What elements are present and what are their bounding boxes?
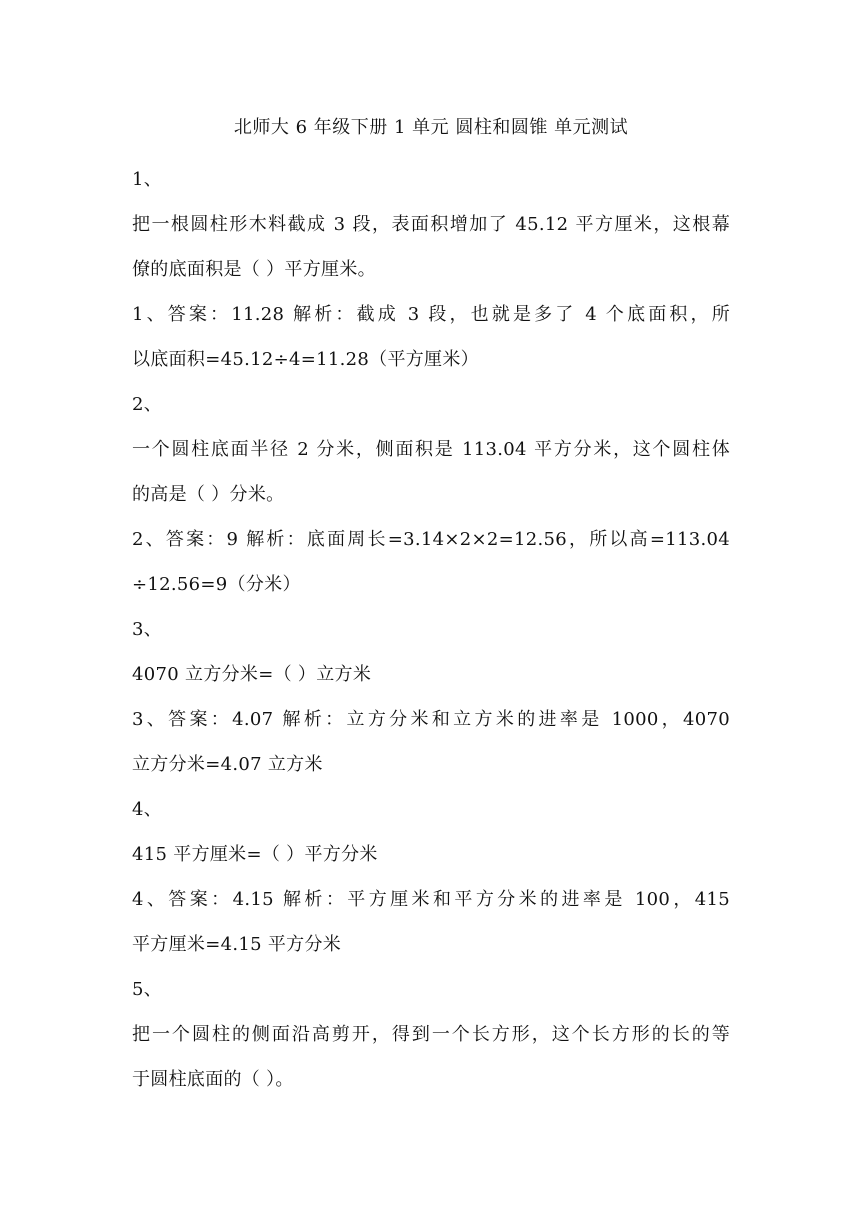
question-5-text-line-2: 于圆柱底面的（ ）。 (132, 1069, 294, 1090)
question-1-number: 1、 (132, 169, 163, 190)
document-title: 北师大 6 年级下册 1 单元 圆柱和圆锥 单元测试 (233, 117, 629, 138)
document-page (132, 112, 730, 1102)
question-3-number: 3、 (132, 619, 163, 640)
answer-4-line-1: 4、答案：4.15 解析：平方厘米和平方分米的进率是 100，415 (132, 889, 730, 910)
question-5-text-line-1: 把一个圆柱的侧面沿高剪开，得到一个长方形，这个长方形的长的等 (132, 1024, 730, 1045)
answer-3-line-2: 立方分米=4.07 立方米 (132, 754, 323, 775)
question-5-number: 5、 (132, 979, 163, 1000)
answer-1-line-2: 以底面积=45.12÷4=11.28（平方厘米） (132, 349, 479, 370)
answer-4-line-2: 平方厘米=4.15 平方分米 (132, 934, 342, 955)
question-1-text-line-1: 把一根圆柱形木料截成 3 段，表面积增加了 45.12 平方厘米，这根幕 (132, 214, 730, 235)
answer-2-line-1: 2、答案：9 解析：底面周长=3.14×2×2=12.56，所以高=113.04 (132, 529, 730, 550)
answer-1-line-1: 1、答案：11.28 解析：截成 3 段，也就是多了 4 个底面积，所 (132, 304, 730, 325)
question-2-text-line-2: 的高是（ ）分米。 (132, 484, 285, 505)
answer-2-line-2: ÷12.56=9（分米） (132, 574, 301, 595)
question-2-number: 2、 (132, 394, 163, 415)
question-3-text: 4070 立方分米=（ ）立方米 (132, 664, 372, 685)
answer-3-line-1: 3、答案：4.07 解析：立方分米和立方米的进率是 1000，4070 (132, 709, 730, 730)
question-4-number: 4、 (132, 799, 163, 820)
question-1-text-line-2: 僚的底面积是（ ）平方厘米。 (132, 259, 376, 280)
question-2-text-line-1: 一个圆柱底面半径 2 分米，侧面积是 113.04 平方分米，这个圆柱体 (132, 439, 730, 460)
question-4-text: 415 平方厘米=（ ）平方分米 (132, 844, 378, 865)
